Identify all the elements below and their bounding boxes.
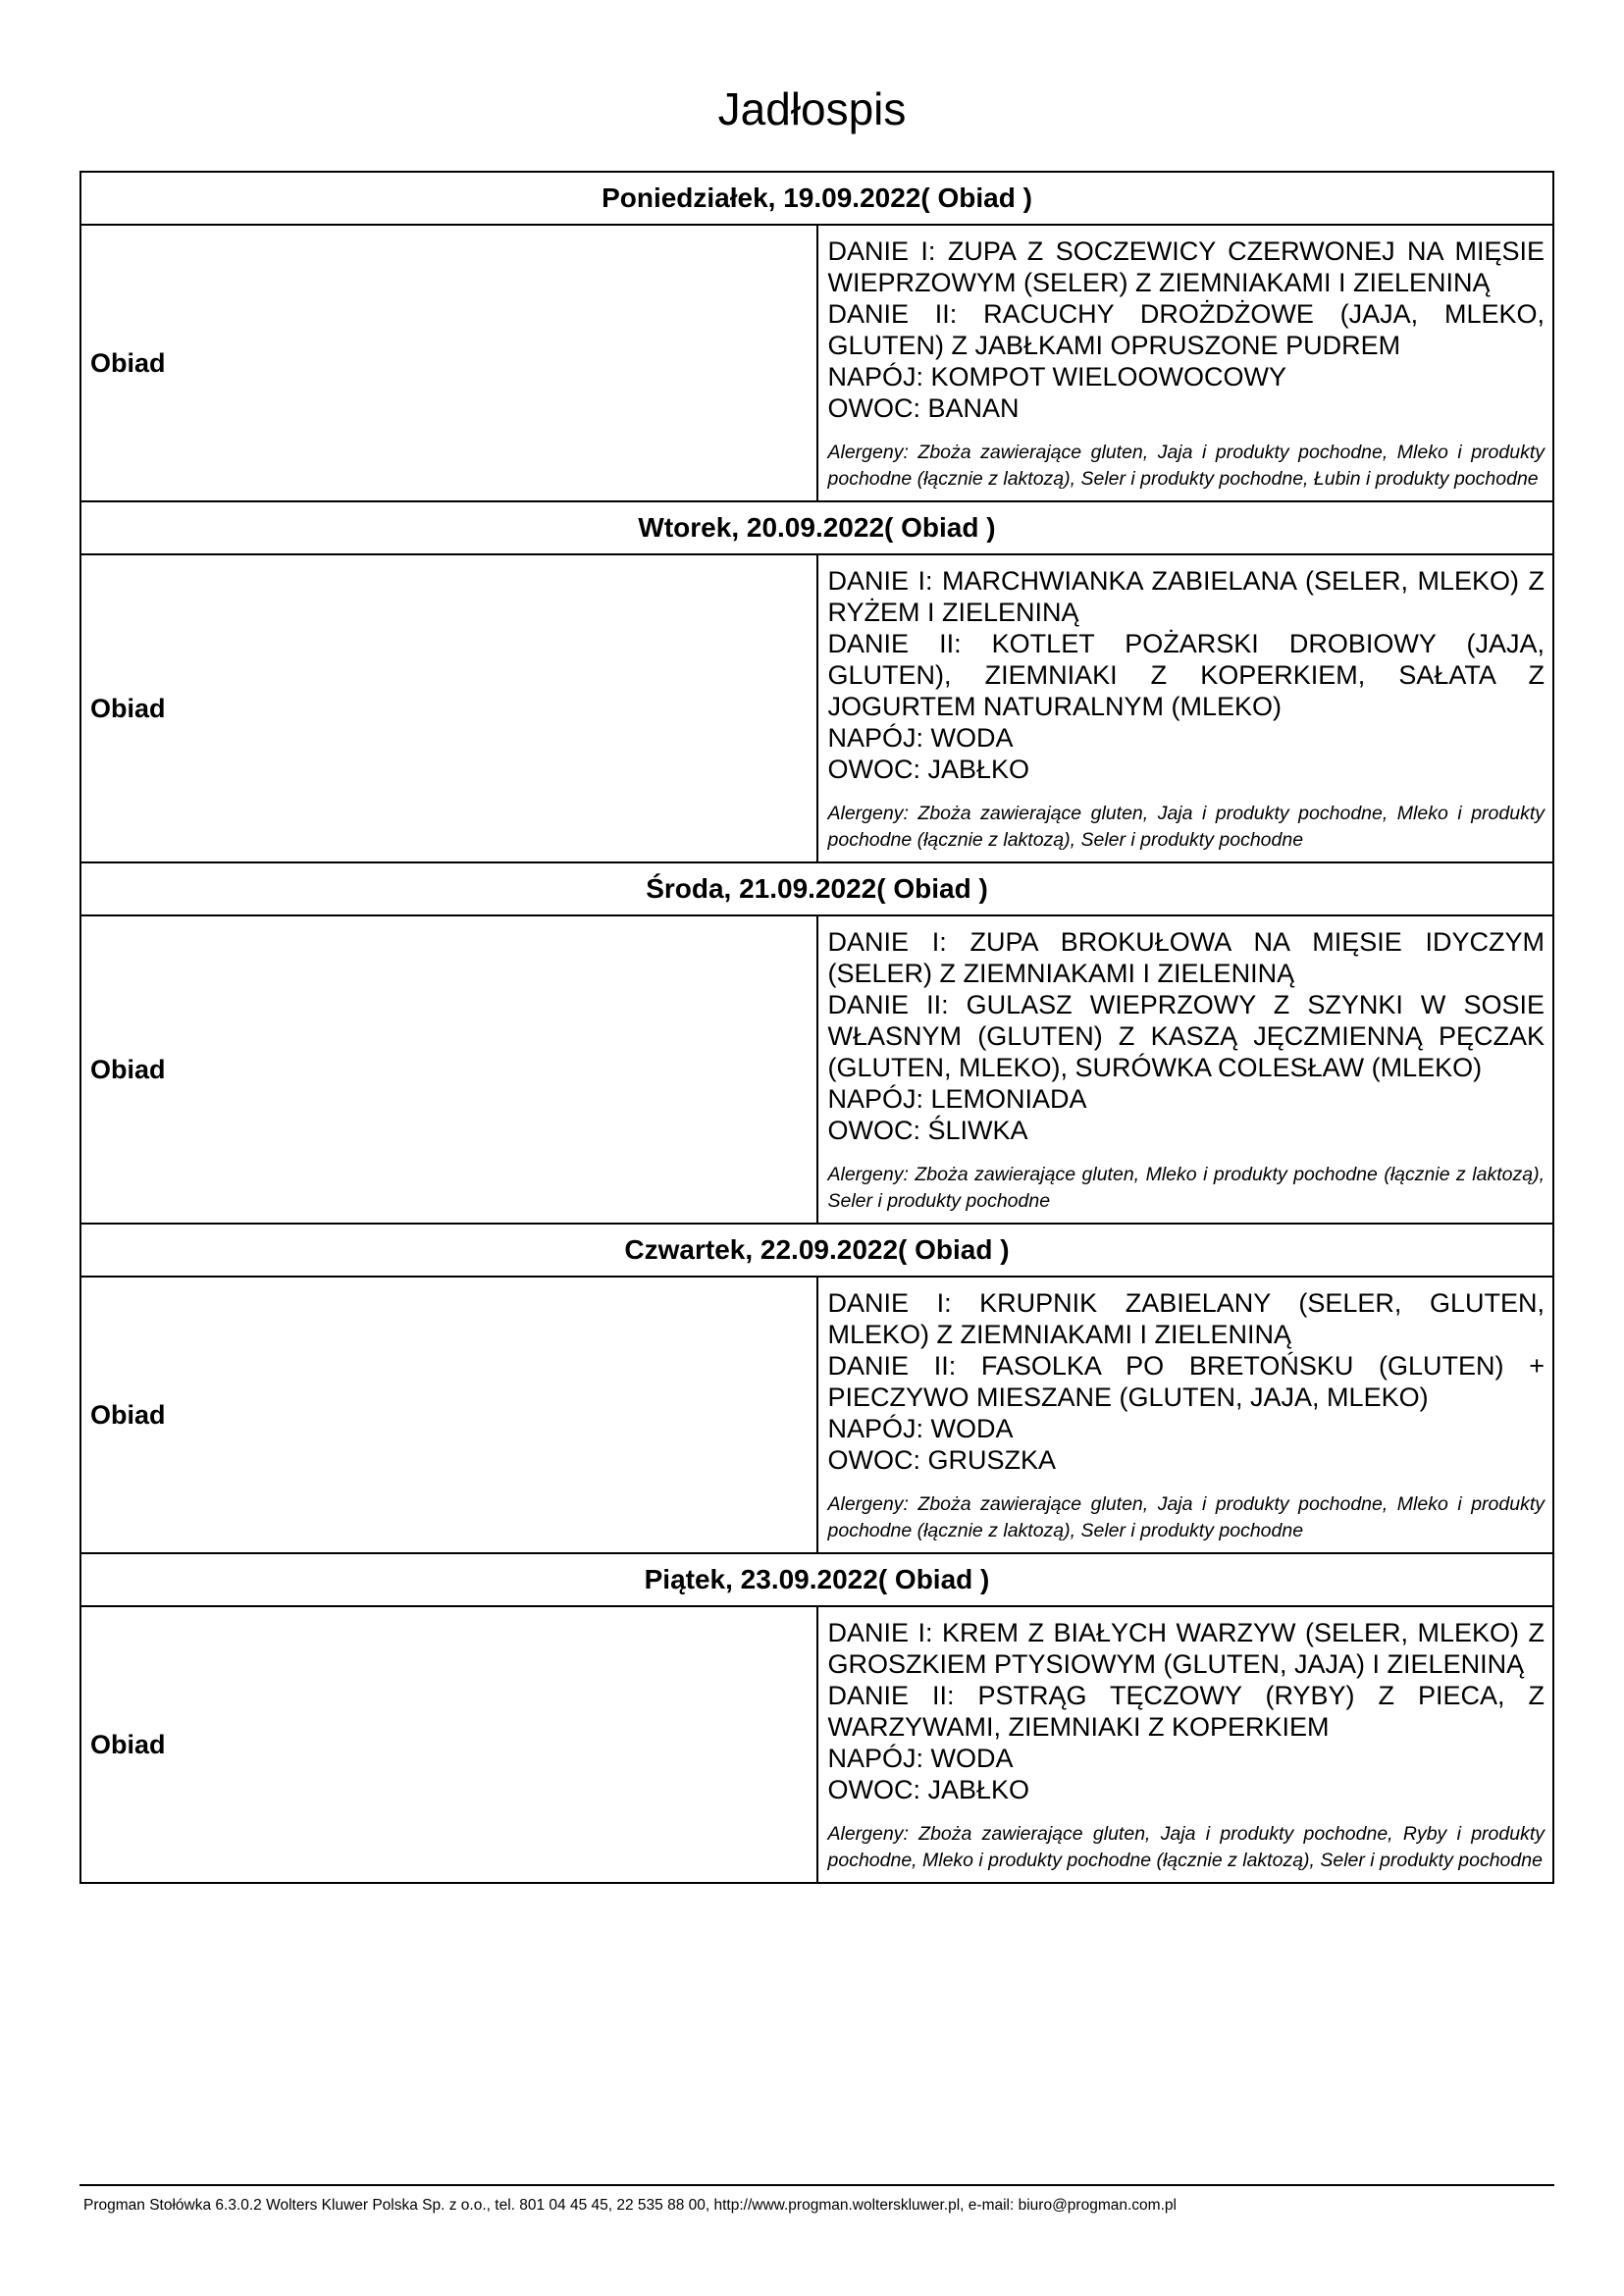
meal-label: Obiad (80, 554, 817, 862)
day-header-row (80, 1224, 1553, 1277)
meal-cell (817, 225, 1554, 501)
dish-line: NAPÓJ: WODA (827, 723, 1014, 753)
meal-cell (817, 915, 1554, 1224)
dish-line: OWOC: GRUSZKA (827, 1445, 1057, 1475)
dish-line: DANIE II: KOTLET POŻARSKI DROBIOWY (JAJA, GLUTEN), ZIEMNIAKI Z KOPERKIEM, SAŁATA Z JOGURTEM NATURALNYM (MLEKO) (827, 629, 1545, 721)
meal-row (80, 225, 1553, 501)
allergens-note: Alergeny: Zboża zawierające gluten, Jaja i produkty pochodne, Mleko i produkty pochodne (łącznie z laktozą), Seler i produkty pochodne, Łubin i produkty pochodne (827, 442, 1545, 490)
dish-list (828, 235, 1545, 424)
meal-label: Obiad (80, 225, 817, 501)
dish-list (828, 1287, 1545, 1476)
allergens-note: Alergeny: Zboża zawierające gluten, Jaja i produkty pochodne, Mleko i produkty pochodne (łącznie z laktozą), Seler i produkty pochodne (827, 1493, 1545, 1541)
dish-list (828, 926, 1545, 1146)
meal-cell (817, 554, 1554, 862)
footer-text: Progman Stołówka 6.3.0.2 Wolters Kluwer Polska Sp. z o.o., tel. 801 04 45 45, 22 535 88 00, http://www.progman.wolterskluwer.pl, e-mail: biuro@progman.com.pl (83, 2197, 1177, 2214)
meal-cell (817, 1277, 1554, 1553)
dish-line: OWOC: ŚLIWKA (827, 1116, 1028, 1145)
day-header: Wtorek, 20.09.2022( Obiad ) (80, 501, 1553, 554)
meal-row (80, 1277, 1553, 1553)
dish-line: DANIE II: PSTRĄG TĘCZOWY (RYBY) Z PIECA, Z WARZYWAMI, ZIEMNIAKI Z KOPERKIEM (827, 1681, 1545, 1742)
dish-line: DANIE I: ZUPA Z SOCZEWICY CZERWONEJ NA MIĘSIE WIEPRZOWYM (SELER) Z ZIEMNIAKAMI I ZIELENINĄ (827, 236, 1545, 297)
dish-line: NAPÓJ: WODA (827, 1414, 1014, 1443)
dish-line: NAPÓJ: LEMONIADA (827, 1084, 1087, 1114)
footer-divider (79, 2184, 1554, 2186)
dish-line: DANIE I: MARCHWIANKA ZABIELANA (SELER, MLEKO) Z RYŻEM I ZIELENINĄ (827, 566, 1545, 627)
meal-cell (817, 1606, 1554, 1883)
dish-line: OWOC: JABŁKO (827, 755, 1030, 784)
day-header: Czwartek, 22.09.2022( Obiad ) (80, 1224, 1553, 1277)
day-header-row (80, 172, 1553, 225)
allergens-note: Alergeny: Zboża zawierające gluten, Jaja i produkty pochodne, Ryby i produkty pochodne, Mleko i produkty pochodne (łącznie z laktozą), Seler i produkty pochodne (827, 1823, 1545, 1871)
dish-line: OWOC: JABŁKO (827, 1775, 1030, 1804)
dish-line: DANIE II: RACUCHY DROŻDŻOWE (JAJA, MLEKO, GLUTEN) Z JABŁKAMI OPRUSZONE PUDREM (827, 299, 1545, 360)
allergens-note: Alergeny: Zboża zawierające gluten, Mleko i produkty pochodne (łącznie z laktozą), Seler i produkty pochodne (827, 1164, 1545, 1212)
meal-row (80, 554, 1553, 862)
dish-line: DANIE I: KRUPNIK ZABIELANY (SELER, GLUTEN, MLEKO) Z ZIEMNIAKAMI I ZIELENINĄ (827, 1288, 1545, 1349)
meal-row (80, 1606, 1553, 1883)
menu-table-body (80, 172, 1553, 1883)
meal-label: Obiad (80, 915, 817, 1224)
meal-row (80, 915, 1553, 1224)
day-header-row (80, 501, 1553, 554)
day-header: Piątek, 23.09.2022( Obiad ) (80, 1553, 1553, 1606)
dish-line: NAPÓJ: KOMPOT WIELOOWOCOWY (827, 362, 1287, 391)
dish-line: DANIE II: GULASZ WIEPRZOWY Z SZYNKI W SOSIE WŁASNYM (GLUTEN) Z KASZĄ JĘCZMIENNĄ PĘCZAK (GLUTEN, MLEKO), SURÓWKA COLESŁAW (MLEKO) (827, 990, 1545, 1082)
dish-line: DANIE I: KREM Z BIAŁYCH WARZYW (SELER, MLEKO) Z GROSZKIEM PTYSIOWYM (GLUTEN, JAJA) I ZIELENINĄ (827, 1618, 1545, 1679)
dish-line: DANIE I: ZUPA BROKUŁOWA NA MIĘSIE IDYCZYM (SELER) Z ZIEMNIAKAMI I ZIELENINĄ (827, 927, 1545, 988)
page-title: Jadłospis (717, 83, 907, 134)
meal-label: Obiad (80, 1606, 817, 1883)
dish-line: DANIE II: FASOLKA PO BRETOŃSKU (GLUTEN) + PIECZYWO MIESZANE (GLUTEN, JAJA, MLEKO) (827, 1351, 1545, 1412)
day-header: Poniedziałek, 19.09.2022( Obiad ) (80, 172, 1553, 225)
day-header-row (80, 1553, 1553, 1606)
dish-line: NAPÓJ: WODA (827, 1744, 1014, 1773)
dish-list (828, 1617, 1545, 1805)
meal-label: Obiad (80, 1277, 817, 1553)
allergens-note: Alergeny: Zboża zawierające gluten, Jaja i produkty pochodne, Mleko i produkty pochodne (łącznie z laktozą), Seler i produkty pochodne (827, 803, 1545, 851)
menu-table (79, 171, 1554, 1884)
dish-line: OWOC: BANAN (827, 393, 1020, 423)
day-header: Środa, 21.09.2022( Obiad ) (80, 862, 1553, 915)
day-header-row (80, 862, 1553, 915)
dish-list (828, 565, 1545, 785)
